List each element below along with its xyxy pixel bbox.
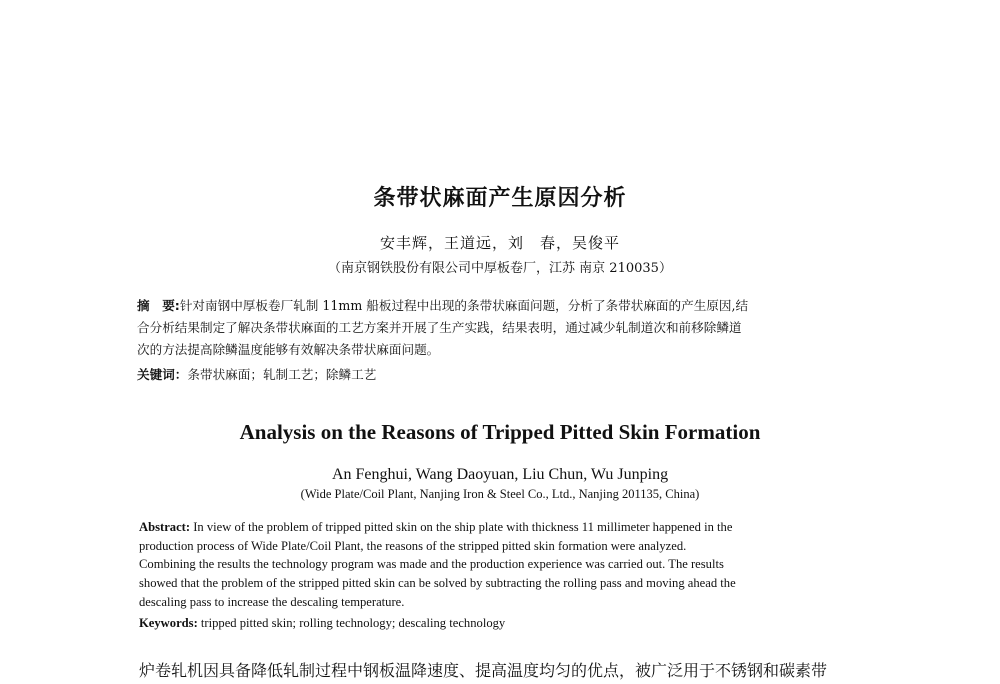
chinese-abstract-line: 次的方法提高除鳞温度能够有效解决条带状麻面问题。 <box>137 342 440 357</box>
english-abstract-line: showed that the problem of the stripped pitted skin can be solved by subtracting the rolling pass and moving ahead the <box>139 576 736 590</box>
chinese-authors: 安丰辉，王道远，刘 春，吴俊平 <box>379 234 620 252</box>
chinese-keywords-text: 条带状麻面；轧制工艺；除鳞工艺 <box>187 367 377 382</box>
english-authors: An Fenghui, Wang Daoyuan, Liu Chun, Wu Junping <box>331 466 669 483</box>
english-keywords <box>139 614 865 632</box>
english-affiliation: (Wide Plate/Coil Plant, Nanjing Iron & Steel Co., Ltd., Nanjing 201135, China) <box>300 487 700 501</box>
chinese-abstract-line <box>137 295 865 317</box>
english-abstract-line: descaling pass to increase the descaling temperature. <box>139 595 405 609</box>
english-abstract-line <box>139 518 865 536</box>
english-abstract-text: In view of the problem of tripped pitted skin on the ship plate with thickness 11 millimeter happened in the <box>190 520 733 534</box>
body-text-line: 炉卷轧机因具备降低轧制过程中钢板温降速度、提高温度均匀的优点，被广泛用于不锈钢和碳素带 <box>139 661 828 680</box>
chinese-title: 条带状麻面产生原因分析 <box>373 186 627 211</box>
chinese-keywords-label: 关键词： <box>137 367 188 382</box>
chinese-abstract-text: 针对南钢中厚板卷厂轧制 11mm 船板过程中出现的条带状麻面问题，分析了条带状麻面的产生原因,结 <box>179 298 749 313</box>
chinese-abstract-label: 摘 要: <box>137 298 180 313</box>
english-keywords-text: tripped pitted skin; rolling technology; descaling technology <box>197 616 506 630</box>
english-abstract-label: Abstract: <box>139 520 191 534</box>
chinese-keywords <box>137 364 865 386</box>
english-abstract-line: production process of Wide Plate/Coil Plant, the reasons of the stripped pitted skin formation were analyzed. <box>139 539 687 553</box>
english-title: Analysis on the Reasons of Tripped Pitted Skin Formation <box>239 420 761 444</box>
english-abstract-line: Combining the results the technology program was made and the production experience was carried out. The results <box>139 557 724 571</box>
english-keywords-label: Keywords: <box>139 616 198 630</box>
chinese-affiliation: （南京钢铁股份有限公司中厚板卷厂，江苏 南京 210035） <box>328 261 672 276</box>
chinese-abstract-line: 合分析结果制定了解决条带状麻面的工艺方案并开展了生产实践，结果表明，通过减少轧制道次和前移除鳞道 <box>137 320 742 335</box>
